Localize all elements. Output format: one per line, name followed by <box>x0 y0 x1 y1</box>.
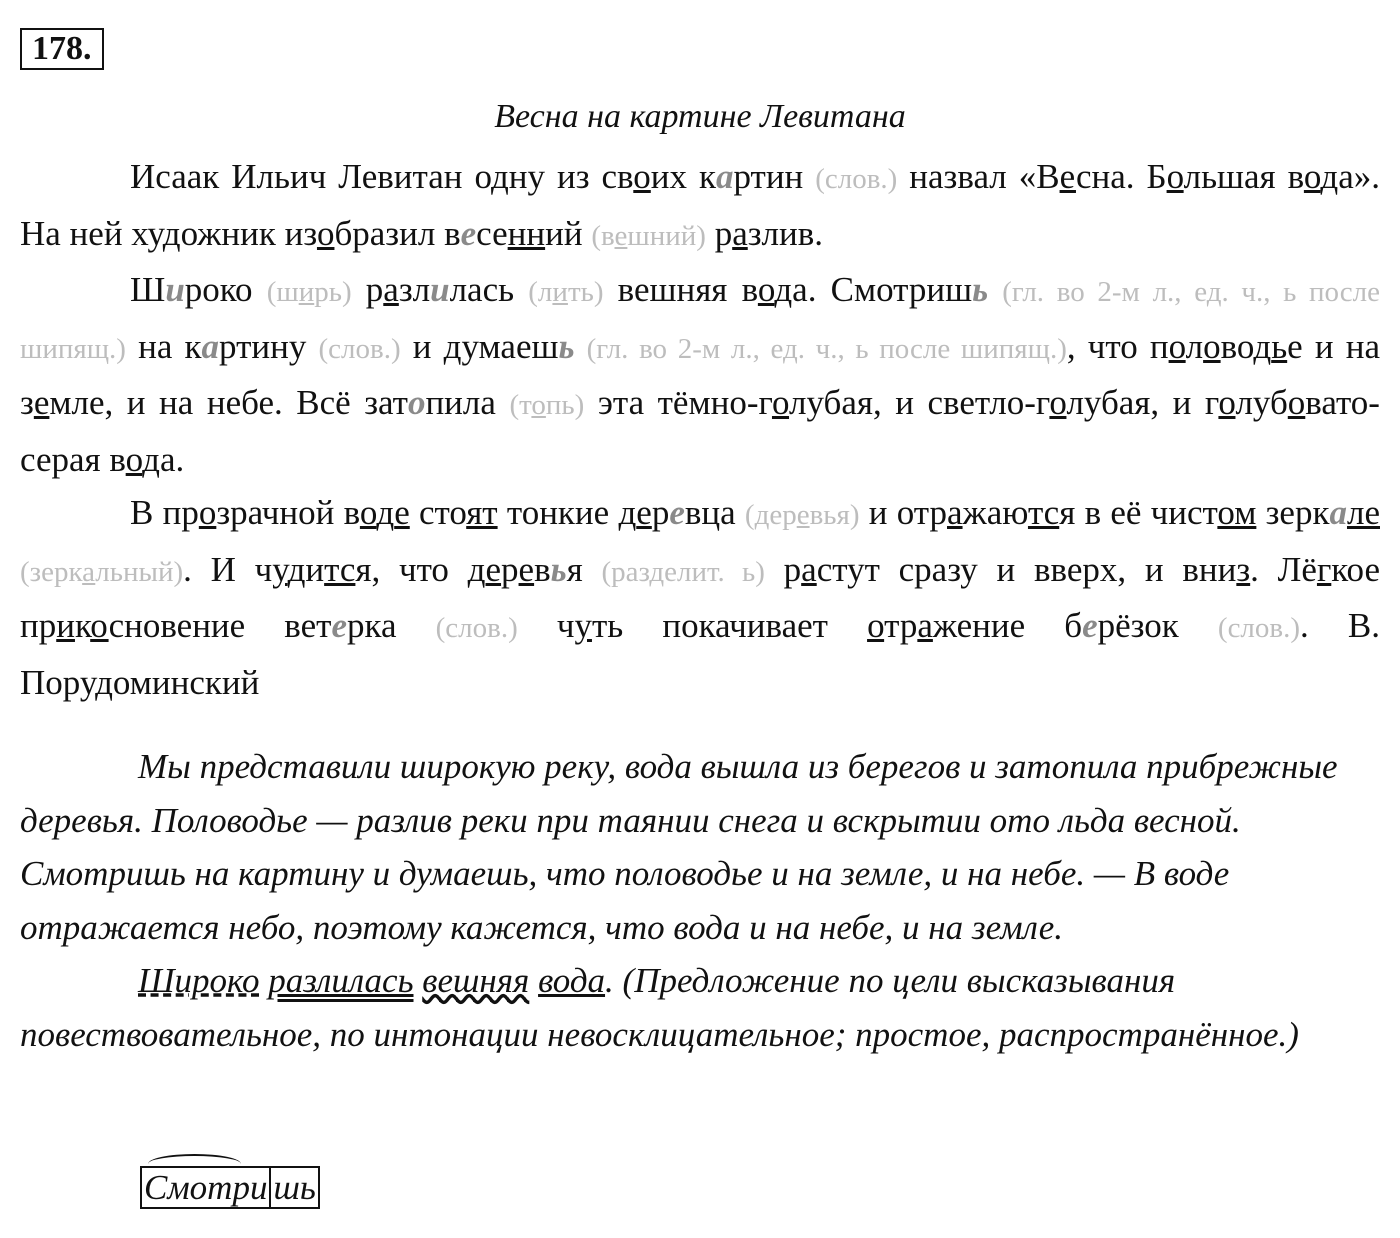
suffix: и <box>249 1168 268 1207</box>
ending-box: шь <box>271 1166 319 1209</box>
subject-word: вода <box>538 961 606 1000</box>
answer-paragraph: Мы представили широкую реку, вода вышла из берегов и затопила прибрежные деревья. Половодье — разлив реки при таянии снега и вскрытии ото льда весной. Смотришь на картину и думаешь, что половодье и на земле, и на небе. — В воде отражается небо, поэтому кажется, что вода и на небе, и на земле. <box>20 747 1338 947</box>
main-text <box>20 150 1380 709</box>
root-arc: Смотр <box>144 1168 250 1207</box>
paragraph-3: В прозрачной воде стоят тонкие деревца (деревья) и отражаются в её чистом зеркале (зеркальный). И чудится, что деревья (разделит. ь) растут сразу и вверх, и вниз. Лёгкое прикосновение ветерка (слов.) чуть покачивает отражение берёзок (слов.). В. Порудоминский <box>20 493 1380 702</box>
adverb-word: Широко <box>138 961 260 1000</box>
stem-box <box>140 1166 271 1209</box>
morpheme-analysis <box>140 1168 320 1208</box>
paragraph-2: Широко (ширь) разлилась (лить) вешняя вода. Смотришь (гл. во 2-м л., ед. ч., ь после шипящ.) на картину (слов.) и думаешь (гл. во 2-м л., ед. ч., ь после шипящ.), что половодье и на земле, и на небе. Всё затопила (топь) эта тёмно-голубая, и светло-голубая, и голубовато-серая вода. <box>20 270 1381 479</box>
text-title: Весна на картине Левитана <box>494 98 906 135</box>
answer-block <box>20 740 1380 1061</box>
exercise-number: 178. <box>20 28 104 70</box>
parsed-sentence <box>20 954 1380 1061</box>
predicate-word: разлилась <box>268 961 414 1000</box>
sentence-analysis: . (Предложение по цели высказывания повествовательное, по интонации невосклицательное; простое, распространённое.) <box>20 961 1299 1054</box>
attribute-word: вешняя <box>422 961 530 1000</box>
paragraph-1: Исаак Ильич Левитан одну из своих картин (слов.) назвал «Весна. Большая вода». На ней художник изобразил весенний (вешний) разлив. <box>20 157 1380 253</box>
